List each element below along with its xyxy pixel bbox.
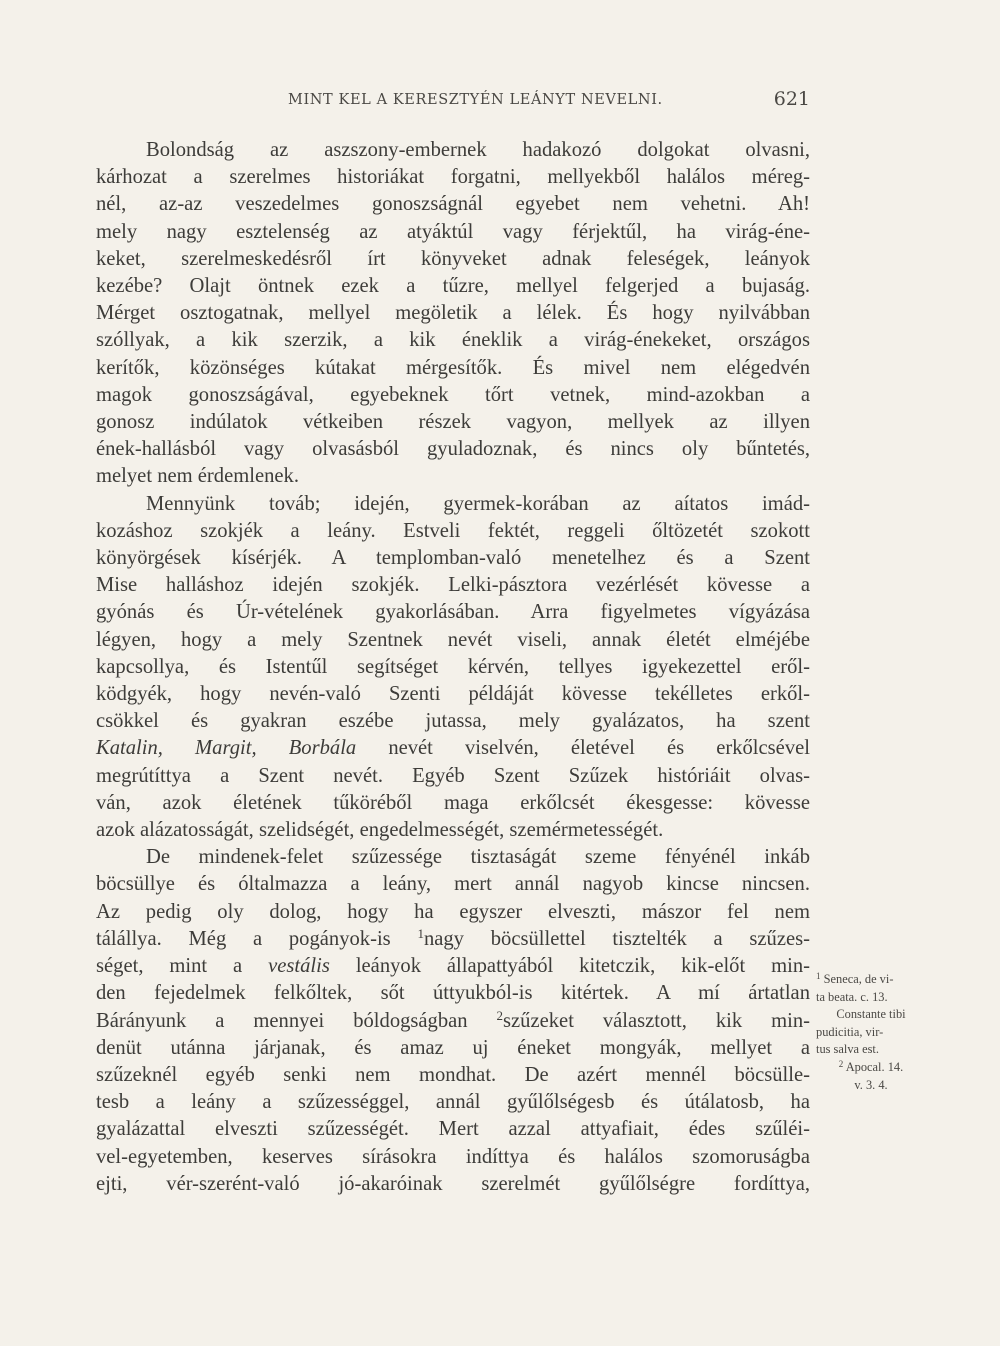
text-line: gonosz indúlatok vétkeiben részek vagyon, mellyek az illyen [96, 411, 810, 434]
text-line: melyet nem érdemlenek. [96, 465, 299, 488]
text-segment: Seneca, de vi- [823, 972, 894, 986]
text-line: gyónás és Úr-vételének gyakorlásában. Arra figyelmetes vígyázása [96, 601, 810, 624]
text-line: keket, szerelmeskedésről írt könyveket adnak feleségek, leányok [96, 247, 810, 270]
text-line: Bolondság az aszszony-embernek hadakozó dolgokat olvasni, [146, 139, 810, 161]
text-segment: szűzeket választott, kik min- [503, 1009, 810, 1032]
text-line: nél, az-az veszedelmes gonoszságnál egyebet nem vehetni. Ah! [96, 193, 810, 216]
margin-notes [816, 971, 926, 1094]
text-line: ejti, vér-szerént-való jó-akaróinak szerelmét gyűlőlségre fordíttya, [96, 1172, 810, 1195]
footnote-mark-1[interactable]: 1 [417, 925, 424, 941]
text-line: den fejedelmek felkőltek, sőt úttyukból-is kitértek. A mí ártatlan [96, 982, 810, 1005]
text-segment: séget, mint a [96, 955, 243, 978]
text-line: megrútíttya a Szent nevét. Egyéb Szent Szűzek históriáit olvas- [96, 764, 810, 787]
text-segment: nevét viselvén, életével és erkőlcsével [388, 737, 810, 760]
text-line: De mindenek-felet szűzessége tisztaságát szeme fényénél inkáb [146, 846, 810, 869]
text-line: mely nagy esztelenség az atyáktúl vagy férjektűl, ha virág-éne- [96, 220, 810, 243]
margin-note-line: ta beata. c. 13. [816, 989, 888, 1004]
text-line-footnote [96, 926, 810, 953]
page-number: 621 [773, 88, 810, 110]
text-line: vel-egyetemben, keserves sírásokra indíttya és halálos szomoruságba [96, 1145, 810, 1168]
margin-note-line [816, 1059, 926, 1077]
text-line: kezébe? Olajt öntnek ezek a tűzre, mellyel felgerjed a bujaság. [96, 275, 810, 298]
margin-note-line: v. 3. 4. [854, 1077, 888, 1092]
text-line: azok alázatosságát, szelidségét, engedelmességét, szemérmetességét. [96, 819, 664, 842]
text-line: kapcsollya, és Istentűl segítséget kérvén, tellyes igyekezettel eről- [96, 655, 810, 678]
margin-note-line: Constante tibi [836, 1007, 906, 1022]
text-line: kárhozat a szerelmes historiákat forgatni, mellyekből halálos méreg- [96, 166, 810, 189]
text-line: böcsüllye és óltalmazza a leány, mert annál nagyob kincse nincsen. [96, 873, 810, 896]
text-line-italic-vestalis [96, 953, 810, 980]
text-line: csökkel és gyakran eszébe jutassa, mely gyalázatos, ha szent [96, 710, 810, 733]
text-line-footnote [96, 1008, 810, 1035]
text-line: ködgyék, hogy nevén-való Szenti példáját kövesse tekélletes erkől- [96, 683, 810, 706]
text-segment: Bárányunk a mennyei bóldogságban [96, 1009, 468, 1032]
text-segment: tálállya. Még a pogányok-is [96, 927, 391, 950]
margin-note-line: pudicitia, vir- [816, 1024, 884, 1039]
text-line: tesb a leány a szűzességgel, annál gyűlőlségesb és útálatosb, ha [96, 1091, 810, 1114]
text-line: Az pedig oly dolog, hogy ha egyszer elveszti, mászor fel nem [96, 900, 810, 923]
text-line: Mérget osztogatnak, mellyel megöletik a lélek. És hogy nyilvábban [96, 302, 810, 325]
text-line: szóllyak, a kik szerzik, a kik éneklik a virág-énekeket, országos [96, 329, 810, 352]
margin-note-mark-2: 2 [838, 1058, 844, 1069]
text-line: Mise halláshoz idején szokjék. Lelki-pásztora vezérlését kövesse a [96, 574, 810, 597]
text-line: ének-hallásból vagy olvasásból gyuladoznak, és nincs oly bűntetés, [96, 438, 810, 461]
text-line: gyalázattal elveszti szűzességét. Mert azzal attyafiait, édes szűléi- [96, 1118, 810, 1141]
margin-note-mark-1: 1 [816, 971, 821, 981]
text-line: magok gonoszságával, egyebeknek tőrt vetnek, mind-azokban a [96, 383, 810, 406]
main-text [96, 137, 810, 1198]
text-line: szűzeknél egyéb senki nem mondhat. De azért mennél böcsülle- [96, 1063, 810, 1086]
footnote-mark-2[interactable]: 2 [496, 1007, 504, 1023]
running-title: MINT KEL A KERESZTYÉN LEÁNYT NEVELNI. [288, 92, 663, 108]
text-line: ván, azok életének tűköréből maga erkőlcsét ékesgesse: kövesse [96, 791, 810, 814]
text-segment: nagy böcsüllettel tisztelték a szűzes- [423, 927, 810, 950]
text-line: Mennyünk továb; idején, gyermek-korában az aítatos imád- [146, 492, 810, 515]
margin-note-line: tus salva est. [816, 1042, 879, 1057]
text-line: könyörgések kísérjék. A templomban-való menetelhez és a Szent [96, 547, 810, 570]
text-line: denüt utánna járjanak, és amaz uj éneket mongyák, mellyet a [96, 1036, 810, 1059]
text-segment: Apocal. 14. [845, 1059, 904, 1074]
text-segment: leányok állapattyából kitetczik, kik-előt min- [355, 955, 810, 978]
text-line: légyen, hogy a mely Szentnek nevét viseli, annak életét elméjébe [96, 628, 810, 651]
italic-saint-names: Katalin, Margit, Borbála [96, 737, 357, 760]
margin-note-line [816, 971, 926, 989]
text-line: kerítők, közönséges kútakat mérgesítők. És mivel nem elégedvén [96, 356, 810, 379]
text-line-italic-names [96, 735, 810, 762]
italic-vestalis: vestális [268, 955, 330, 978]
text-line: kozáshoz szokjék a leány. Estveli fektét, reggeli őltözetét szokott [96, 519, 810, 542]
